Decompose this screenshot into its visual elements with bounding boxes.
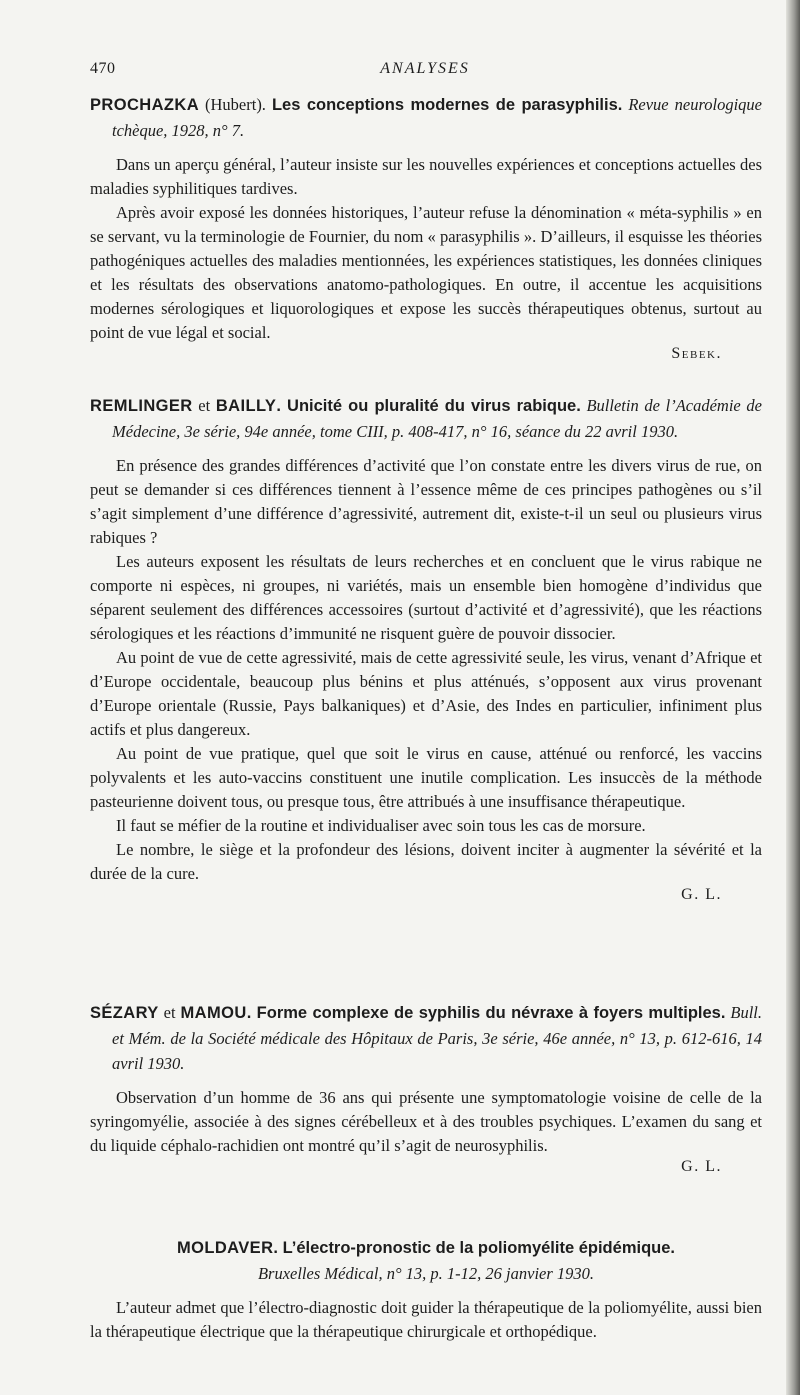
review-source: Bull. et Mém. de la Société médicale des Hôpitaux de Paris, 3e série, 46e année, n° 13, p. 612-616, 14 avril 1930. bbox=[112, 1003, 762, 1073]
review-signature: Sebek. bbox=[671, 345, 722, 362]
review-heading-conjunction: et bbox=[192, 396, 216, 415]
review-prochazka bbox=[90, 92, 762, 363]
review-title: . L’électro-pronostic de la poliomyélite épidémique. bbox=[273, 1239, 675, 1257]
review-heading bbox=[90, 393, 762, 444]
review-paragraph: Au point de vue de cette agressivité, mais de cette agressivité seule, les virus, venant d’Afrique et d’Europe occidentale, beaucoup plus bénins et plus atténués, s’opposent aux virus provenant d’Europe orientale (Russie, Pays balkaniques) et d’Asie, des Indes en particulier, infiniment plus actifs et plus dangereux. bbox=[90, 648, 762, 739]
review-authors: PROCHAZKA bbox=[90, 96, 200, 114]
review-paragraph: Les auteurs exposent les résultats de leurs recherches et en concluent que le virus rabique ne comporte ni espèces, ni groupes, ni variétés, mais un ensemble bien homogène d’individus que séparent seulement des différences accessoires (surtout d’activité et d’agressivité), que les réactions sérologiques et les réactions d’immunité ne risquent guère de pouvoir dissocier. bbox=[90, 552, 762, 643]
review-paragraph: En présence des grandes différences d’activité que l’on constate entre les divers virus de rue, on peut se demander si ces différences tiennent à l’essence même de ces principes pathogènes ou s’il s’agit simplement d’une différence d’agressivité, autrement dit, existe-t-il un seul ou plusieurs virus rabiques ? bbox=[90, 456, 762, 547]
review-coauthor: BAILLY bbox=[215, 397, 277, 415]
review-source: Bulletin de l’Académie de Médecine, 3e série, 94e année, tome CIII, p. 408-417, n° 16, séance du 22 avril 1930. bbox=[112, 396, 762, 441]
review-paragraph: Le nombre, le siège et la profondeur des lésions, doivent inciter à augmenter la sévérité et la durée de la cure. bbox=[90, 840, 762, 883]
review-source: Bruxelles Médical, n° 13, p. 1-12, 26 janvier 1930. bbox=[257, 1264, 595, 1283]
review-paragraph: L’auteur admet que l’électro-diagnostic doit guider la thérapeutique de la poliomyélite, aussi bien la thérapeutique électrique que la thérapeutique chirurgicale et orthopédique. bbox=[90, 1298, 762, 1341]
review-moldaver bbox=[90, 1235, 762, 1344]
review-remlinger-bailly bbox=[90, 393, 762, 904]
review-heading-conjunction: et bbox=[158, 1003, 181, 1022]
review-paragraph: Au point de vue pratique, quel que soit le virus en cause, atténué ou renforcé, les vaccins polyvalents et les auto-vaccins constituent une inutile complication. Les insuccès de la méthode pasteurienne doivent tous, ou presque tous, être attribués à une insuffisance thérapeutique. bbox=[90, 744, 762, 811]
running-title: ANALYSES bbox=[380, 60, 470, 77]
review-paragraph: Dans un aperçu général, l’auteur insiste sur les nouvelles expériences et conceptions actuelles des maladies syphilitiques tardives. bbox=[90, 155, 762, 198]
page-number: 470 bbox=[90, 60, 116, 77]
running-head bbox=[90, 60, 760, 82]
review-heading bbox=[90, 1235, 762, 1286]
review-paragraph: Il faut se méfier de la routine et individualiser avec soin tous les cas de morsure. bbox=[116, 816, 646, 835]
review-heading bbox=[90, 1000, 762, 1076]
page-edge-shadow bbox=[786, 0, 800, 1395]
review-coauthor: MAMOU bbox=[180, 1004, 247, 1022]
review-title: . Forme complexe de syphilis du névraxe à foyers multiples. bbox=[246, 1004, 726, 1022]
review-heading bbox=[90, 92, 762, 143]
review-title: Les conceptions modernes de parasyphilis. bbox=[271, 96, 623, 114]
review-authors: SÉZARY bbox=[90, 1004, 159, 1022]
review-title: . Unicité ou pluralité du virus rabique. bbox=[276, 397, 581, 415]
review-signature: G. L. bbox=[681, 1158, 722, 1175]
review-signature: G. L. bbox=[681, 886, 722, 903]
review-authors: MOLDAVER bbox=[177, 1239, 274, 1257]
review-author-firstname: (Hubert). bbox=[199, 95, 272, 114]
review-paragraph: Observation d’un homme de 36 ans qui présente une symptomatologie voisine de celle de la syringomyélie, associée à des signes cérébelleux et à des troubles psychiques. L’examen du sang et du liquide céphalo-rachidien ont montré qu’il s’agit de neurosyphilis. bbox=[90, 1088, 762, 1155]
review-authors: REMLINGER bbox=[90, 397, 193, 415]
review-paragraph: Après avoir exposé les données historiques, l’auteur refuse la dénomination « méta-syphilis » en se servant, vu la terminologie de Fournier, du nom « parasyphilis ». D’ailleurs, il esquisse les théories pathogéniques actuelles des maladies mentionnées, les expériences statistiques, les données cliniques et les résultats des observations anatomo-pathologiques. En outre, il accentue les acquisitions modernes sérologiques et liquorologiques et expose les succès thérapeutiques obtenus, surtout au point de vue légal et social. bbox=[90, 203, 762, 342]
review-source: Revue neurologique tchèque, 1928, n° 7. bbox=[112, 95, 762, 140]
review-sezary-mamou bbox=[90, 1000, 762, 1176]
